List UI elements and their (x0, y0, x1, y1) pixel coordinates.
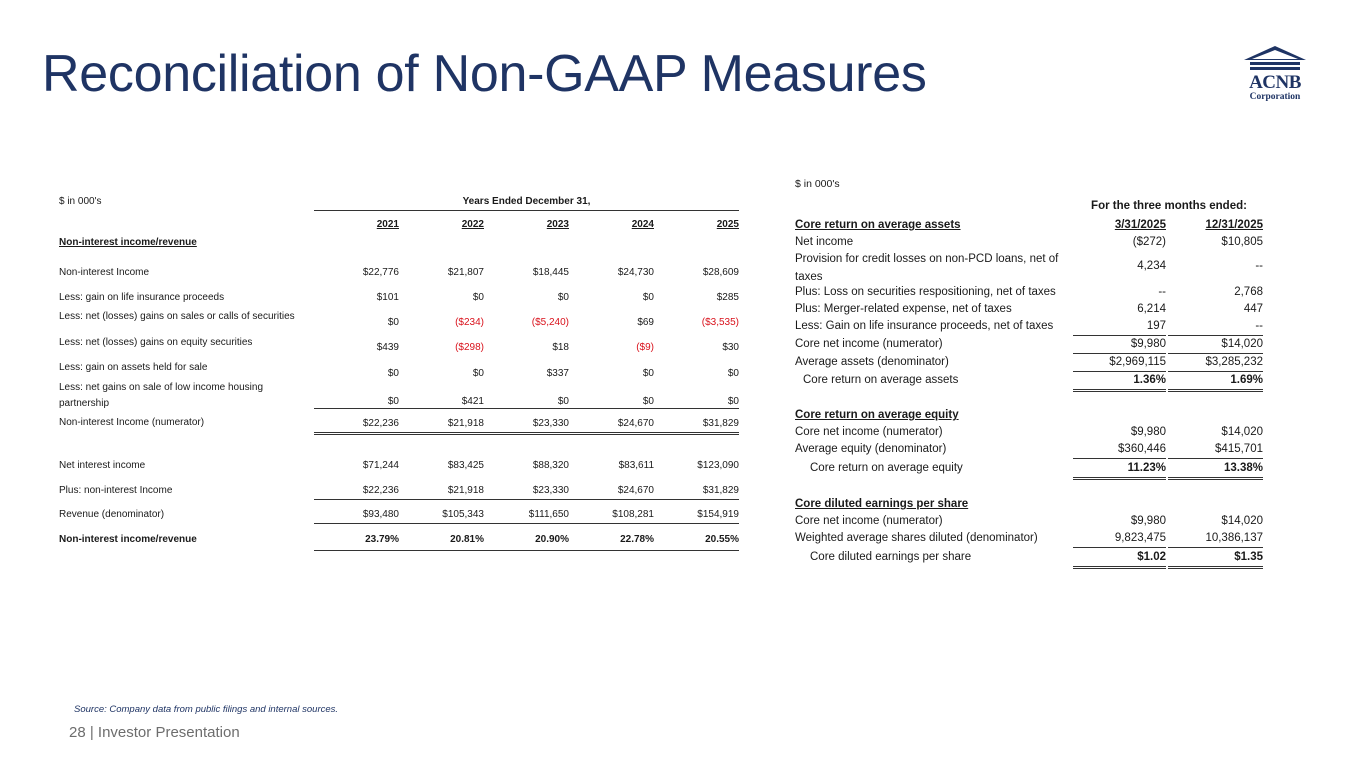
column-header: 2022 (461, 219, 484, 230)
row-label: Core net income (numerator) (795, 515, 943, 527)
column-header: 2021 (376, 219, 399, 230)
divider (314, 210, 739, 211)
cell: $22,236 (362, 485, 399, 496)
cell: $0 (727, 396, 739, 407)
cell: $285 (716, 292, 739, 303)
table-group-header: Years Ended December 31, (462, 196, 591, 207)
column-header: 2024 (631, 219, 654, 230)
section-title-row (795, 407, 1263, 424)
row-label: Less: net gains on sale of low income housing partnership (59, 382, 264, 409)
cell: $0 (727, 368, 739, 379)
cell: 20.55% (705, 534, 739, 545)
cell: $24,730 (617, 267, 654, 278)
cell: $360,446 (1073, 441, 1166, 459)
cell: ($5,240) (531, 317, 569, 328)
table-header-row (59, 217, 739, 233)
table-row (59, 311, 739, 327)
cell: $105,343 (442, 509, 484, 520)
cell: $154,919 (697, 509, 739, 520)
cell: $31,829 (702, 485, 739, 496)
cell: ($298) (455, 342, 484, 353)
building-roof-icon (1242, 46, 1308, 74)
row-label: Average equity (denominator) (795, 443, 947, 455)
cell: $9,980 (1130, 515, 1166, 527)
cell: $0 (642, 368, 654, 379)
section-title: Core diluted earnings per share (795, 498, 969, 510)
cell: $31,829 (702, 418, 739, 429)
cell: $14,020 (1221, 515, 1263, 527)
section-title: Core return on average equity (795, 409, 959, 421)
cell: $111,650 (528, 509, 569, 520)
cell: -- (1158, 286, 1166, 298)
cell: $101 (376, 292, 399, 303)
cell: $0 (557, 292, 569, 303)
cell: 13.38% (1168, 460, 1263, 480)
table-row-total (795, 460, 1263, 480)
cell: $0 (642, 396, 654, 407)
cell: $3,285,232 (1168, 354, 1263, 372)
table-row (795, 513, 1263, 530)
cell: 1.69% (1168, 372, 1263, 392)
row-label: Less: gain on life insurance proceeds (59, 292, 225, 303)
table-row (795, 284, 1263, 301)
cell: $108,281 (612, 509, 654, 520)
section-title: Non-interest income/revenue (59, 237, 197, 248)
row-label: Core return on average equity (810, 462, 963, 474)
cell: $23,330 (532, 418, 569, 429)
cell: 447 (1243, 303, 1263, 315)
cell: ($3,535) (701, 317, 739, 328)
cell: $88,320 (532, 460, 569, 471)
logo-name: ACNB (1249, 72, 1301, 93)
column-header: 2023 (546, 219, 569, 230)
table-row-total (59, 532, 739, 548)
cell: $123,090 (697, 460, 739, 471)
cell: $93,480 (362, 509, 399, 520)
row-label: Weighted average shares diluted (denominator) (795, 532, 1038, 544)
cell: 20.81% (450, 534, 484, 545)
table-row (795, 336, 1263, 353)
cell: 23.79% (365, 534, 399, 545)
cell: 11.23% (1073, 460, 1166, 480)
cell: -- (1168, 318, 1263, 336)
table-row (59, 362, 739, 378)
logo-subtitle: Corporation (1249, 92, 1301, 102)
cell: ($9) (636, 342, 654, 353)
table-row (59, 408, 739, 429)
footer: 28 | Investor Presentation (69, 724, 240, 741)
table-row (59, 507, 739, 523)
cell: $439 (376, 342, 399, 353)
row-label: Less: Gain on life insurance proceeds, net of taxes (795, 320, 1054, 332)
row-label: Plus: non-interest Income (59, 485, 173, 496)
cell: $23,330 (532, 485, 569, 496)
table-row (59, 380, 739, 409)
company-logo (1240, 46, 1310, 114)
page-title: Reconciliation of Non-GAAP Measures (42, 45, 927, 103)
section-title-row (59, 236, 739, 252)
cell: $0 (472, 292, 484, 303)
row-label: Average assets (denominator) (795, 356, 949, 368)
cell: $83,611 (618, 460, 654, 471)
column-header: 12/31/2025 (1205, 219, 1263, 231)
cell: 9,823,475 (1073, 530, 1166, 548)
cell: $0 (387, 368, 399, 379)
column-header: 2025 (716, 219, 739, 230)
table-units: $ in 000's (795, 178, 840, 190)
cell: $14,020 (1168, 336, 1263, 354)
cell: 6,214 (1137, 303, 1166, 315)
section-title: Core return on average assets (795, 219, 961, 231)
row-label: Plus: Merger-related expense, net of taxes (795, 303, 1012, 315)
table-row (795, 250, 1263, 286)
table-row (795, 354, 1263, 371)
cell: $9,980 (1130, 426, 1166, 438)
cell: 22.78% (620, 534, 654, 545)
cell: $69 (637, 317, 654, 328)
cell: $421 (461, 396, 484, 407)
source-note: Source: Company data from public filings and internal sources. (74, 704, 339, 715)
cell: $0 (642, 292, 654, 303)
table-row (795, 424, 1263, 441)
cell: 2,768 (1234, 286, 1263, 298)
table-row (795, 301, 1263, 318)
cell: $24,670 (617, 418, 654, 429)
table-row (795, 234, 1263, 251)
cell: $14,020 (1221, 426, 1263, 438)
cell: $1.35 (1168, 549, 1263, 569)
cell: $28,609 (702, 267, 739, 278)
table-row (795, 441, 1263, 458)
cell: $415,701 (1168, 441, 1263, 459)
row-label: Provision for credit losses on non-PCD loans, net of taxes (795, 253, 1059, 283)
cell: $0 (387, 396, 399, 407)
table-row-total (795, 549, 1263, 567)
cell: ($234) (455, 317, 484, 328)
row-label: Core diluted earnings per share (810, 551, 972, 563)
cell: $0 (387, 317, 399, 328)
row-label: Less: net (losses) gains on equity securities (59, 337, 253, 348)
cell: $30 (722, 342, 739, 353)
table-group-header: For the three months ended: (1091, 200, 1247, 212)
cell: 20.90% (535, 534, 569, 545)
cell: 4,234 (1137, 260, 1166, 272)
cell: $1.02 (1073, 549, 1166, 569)
table-row (795, 530, 1263, 547)
table-row-total (795, 372, 1263, 392)
section-title-row (795, 496, 1263, 513)
row-label: Net income (795, 236, 854, 248)
cell: $0 (557, 396, 569, 407)
cell: 1.36% (1073, 372, 1166, 392)
row-label: Core return on average assets (803, 374, 959, 386)
cell: ($272) (1132, 236, 1166, 248)
cell: 197 (1073, 318, 1166, 336)
row-label: Net interest income (59, 460, 146, 471)
column-header: 3/31/2025 (1114, 219, 1166, 231)
table-row (795, 318, 1263, 335)
cell: $83,425 (447, 460, 484, 471)
row-label: Non-interest income/revenue (59, 534, 197, 545)
table-row (59, 337, 739, 353)
row-label: Non-interest Income (59, 267, 150, 278)
row-label: Core net income (numerator) (795, 338, 943, 350)
cell: $24,670 (617, 485, 654, 496)
cell: $10,805 (1221, 236, 1263, 248)
cell: $21,918 (447, 418, 484, 429)
cell: $21,807 (447, 267, 484, 278)
cell: $337 (546, 368, 569, 379)
cell: $9,980 (1073, 336, 1166, 354)
row-label: Revenue (denominator) (59, 509, 165, 520)
table-units: $ in 000's (59, 196, 102, 207)
cell: $18 (552, 342, 569, 353)
cell: $22,776 (362, 267, 399, 278)
row-label: Plus: Loss on securities respositioning, net of taxes (795, 286, 1056, 298)
row-label: Core net income (numerator) (795, 426, 943, 438)
row-label: Non-interest Income (numerator) (59, 417, 205, 428)
table-row (59, 458, 739, 474)
table-header-row (795, 217, 1263, 234)
row-label: Less: net (losses) gains on sales or calls of securities (59, 311, 295, 322)
cell: $21,918 (447, 485, 484, 496)
table-row (59, 483, 739, 499)
cell: $22,236 (362, 418, 399, 429)
cell: $0 (472, 368, 484, 379)
cell: -- (1255, 260, 1263, 272)
cell: $71,244 (362, 460, 399, 471)
row-label: Less: gain on assets held for sale (59, 362, 208, 373)
cell: $18,445 (532, 267, 569, 278)
table-row (59, 290, 739, 306)
cell: $2,969,115 (1073, 354, 1166, 372)
cell: 10,386,137 (1168, 530, 1263, 548)
table-row (59, 265, 739, 281)
